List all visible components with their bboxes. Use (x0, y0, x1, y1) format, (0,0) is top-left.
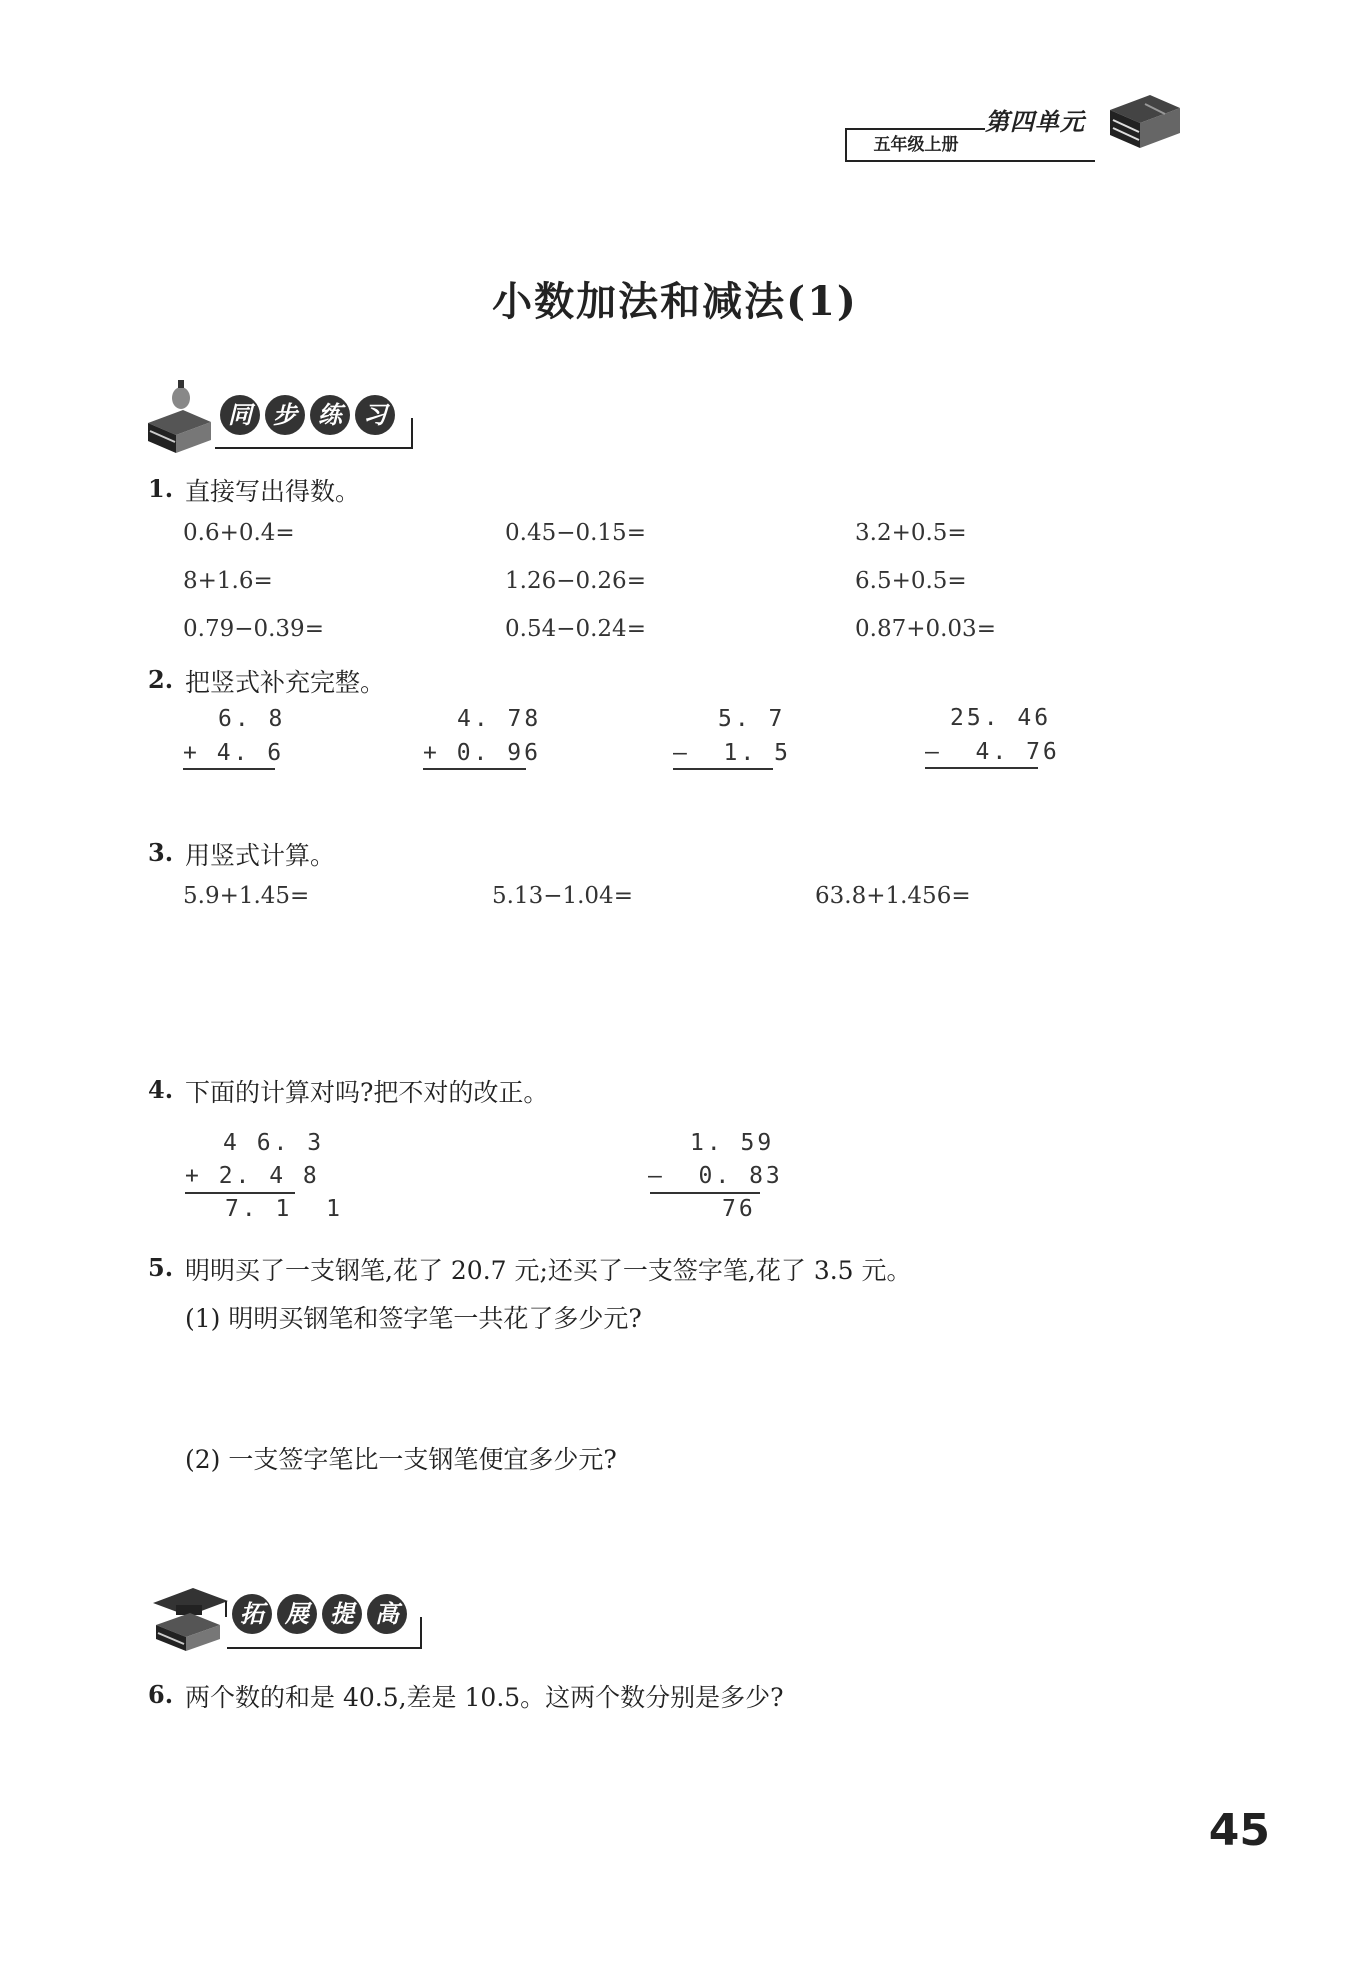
vertical-top: 4 6. 3 (223, 1130, 325, 1156)
vertical-result: 7. 1 1 (225, 1196, 343, 1222)
question-text: 明明买了一支钢笔,花了 20.7 元;还买了一支签字笔,花了 3.5 元。 (185, 1256, 912, 1285)
expression: 0.79−0.39= (183, 616, 324, 642)
vertical-bottom: + 0. 96 (423, 740, 541, 766)
section-bracket (420, 1617, 422, 1648)
question-text: 直接写出得数。 (185, 477, 361, 506)
vertical-bottom: — 4. 76 (925, 739, 1060, 765)
vertical-bottom: + 4. 6 (183, 740, 285, 766)
difference-line (925, 767, 1038, 769)
vertical-top: 25. 46 (950, 705, 1052, 731)
expression: 5.9+1.45= (183, 883, 310, 909)
section-char: 习 (355, 395, 395, 435)
expression: 3.2+0.5= (855, 520, 967, 546)
grad-cap-books-icon (148, 1583, 230, 1651)
expression: 0.6+0.4= (183, 520, 295, 546)
question-text: 用竖式计算。 (185, 841, 336, 870)
section-char: 练 (310, 395, 350, 435)
sum-line (183, 768, 275, 770)
vertical-top: 5. 7 (718, 706, 786, 732)
section-char: 展 (277, 1594, 317, 1634)
expression: 8+1.6= (183, 568, 273, 594)
question-text: 把竖式补充完整。 (185, 668, 386, 697)
expression: 63.8+1.456= (815, 883, 971, 909)
expression: 0.87+0.03= (855, 616, 996, 642)
question-number: 2. (148, 665, 174, 694)
expression: 0.54−0.24= (505, 616, 646, 642)
sub-question: (1) 明明买钢笔和签字笔一共花了多少元? (185, 1304, 642, 1333)
section-bracket (411, 418, 413, 448)
lamp-books-icon (143, 378, 213, 456)
section-underline (227, 1647, 422, 1649)
sum-line (423, 768, 526, 770)
expression: 1.26−0.26= (505, 568, 646, 594)
question-number: 5. (148, 1253, 174, 1282)
section-char: 高 (367, 1594, 407, 1634)
vertical-bottom: — 0. 83 (648, 1163, 783, 1189)
expression: 0.45−0.15= (505, 520, 646, 546)
question-number: 6. (148, 1680, 174, 1709)
question-text: 下面的计算对吗?把不对的改正。 (185, 1078, 549, 1107)
question-number: 3. (148, 838, 174, 867)
difference-line (673, 768, 773, 770)
vertical-result: 76 (722, 1196, 756, 1222)
section-char: 提 (322, 1594, 362, 1634)
section-char: 步 (265, 395, 305, 435)
unit-label: 第四单元 (985, 108, 1085, 136)
books-icon (1105, 90, 1185, 160)
section-char: 同 (220, 395, 260, 435)
difference-line (650, 1192, 760, 1194)
question-number: 4. (148, 1075, 174, 1104)
header-rule (845, 160, 1095, 162)
section-underline (215, 447, 413, 449)
sum-line (185, 1192, 295, 1194)
page-number: 45 (1208, 1805, 1270, 1856)
question-number: 1. (148, 474, 174, 503)
expression: 5.13−1.04= (492, 883, 633, 909)
vertical-bottom: — 1. 5 (673, 740, 791, 766)
expression: 6.5+0.5= (855, 568, 967, 594)
vertical-top: 6. 8 (218, 706, 286, 732)
grade-label: 五年级上册 (845, 128, 985, 162)
vertical-top: 4. 78 (457, 706, 542, 732)
sub-question: (2) 一支签字笔比一支钢笔便宜多少元? (185, 1445, 617, 1474)
vertical-top: 1. 59 (690, 1130, 775, 1156)
question-text: 两个数的和是 40.5,差是 10.5。这两个数分别是多少? (185, 1683, 784, 1712)
vertical-bottom: + 2. 4 8 (185, 1163, 320, 1189)
section-char: 拓 (232, 1594, 272, 1634)
page-title: 小数加法和减法(1) (492, 278, 858, 325)
